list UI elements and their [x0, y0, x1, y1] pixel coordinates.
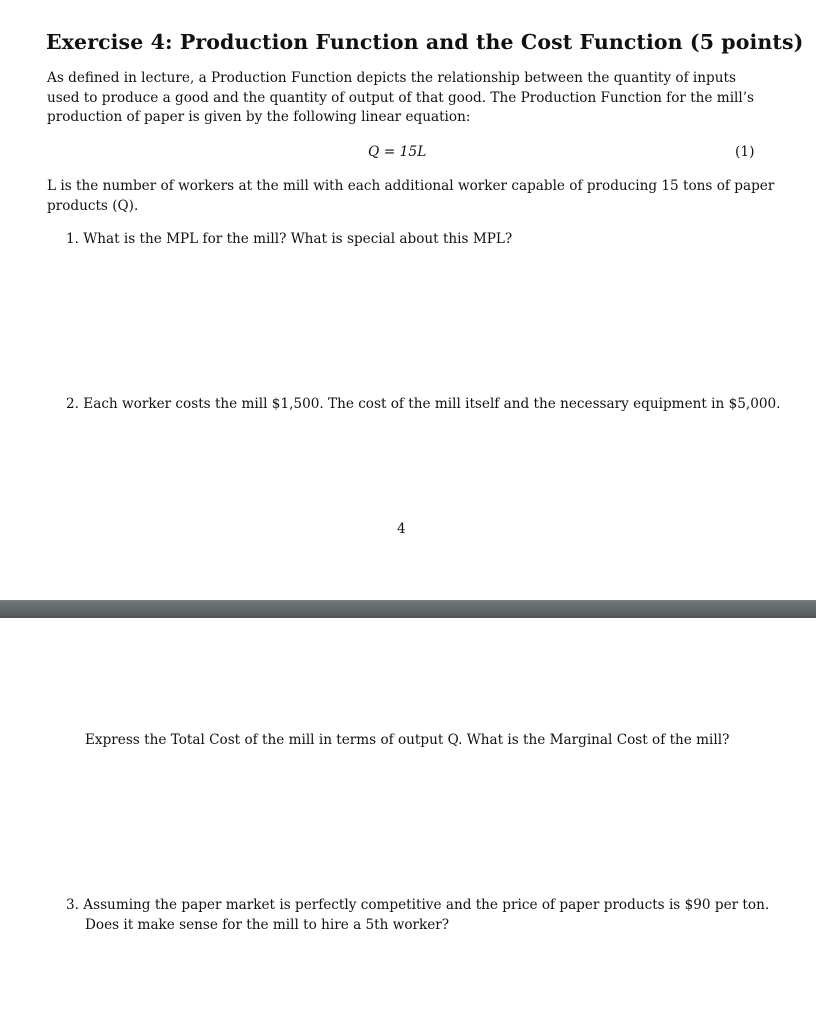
equation-number: (1): [735, 144, 755, 160]
exercise-title: Exercise 4: Production Function and the Cost Function (5 points): [46, 30, 804, 54]
intro-line: used to produce a good and the quantity of output of that good. The Production Function for the mill’s: [47, 89, 755, 106]
question-2-continued: Express the Total Cost of the mill in terms of output Q. What is the Marginal Cost of the mill?: [85, 732, 730, 748]
question-1: 1. What is the MPL for the mill? What is special about this MPL?: [66, 231, 513, 247]
definition-line: products (Q).: [47, 197, 139, 214]
intro-paragraph: [47, 69, 754, 128]
page-number: 4: [397, 521, 406, 537]
question-3: [66, 896, 769, 935]
document-page-5: [0, 618, 816, 1024]
page-divider: [0, 600, 816, 618]
definition-paragraph: [47, 177, 774, 216]
intro-line: As defined in lecture, a Production Function depicts the relationship between the quantity of inputs: [47, 70, 736, 86]
question-3-line: 3. Assuming the paper market is perfectly competitive and the price of paper products is $90 per ton.: [66, 897, 770, 913]
equation-formula: Q = 15L: [368, 144, 427, 160]
question-3-line: Does it make sense for the mill to hire a 5th worker?: [85, 916, 450, 933]
question-2: 2. Each worker costs the mill $1,500. The cost of the mill itself and the necessary equipment in $5,000.: [66, 396, 781, 412]
intro-line: production of paper is given by the following linear equation:: [47, 109, 471, 125]
definition-line: L is the number of workers at the mill with each additional worker capable of producing 15 tons of paper: [47, 178, 775, 194]
